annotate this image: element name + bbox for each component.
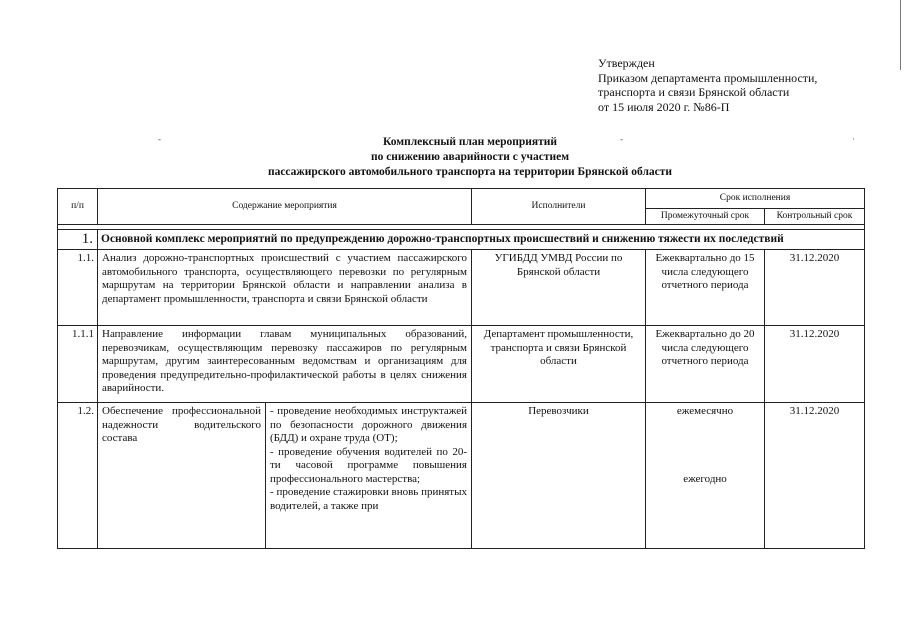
header-content: Содержание мероприятия xyxy=(98,189,472,225)
row-number: 1.2. xyxy=(58,403,98,549)
page-edge-line xyxy=(900,0,901,70)
scan-dot: - xyxy=(158,134,161,144)
row-intermediate: Ежеквартально до 15 числа следующего отчетного периода xyxy=(646,250,765,326)
row-executors: УГИБДД УМВД России по Брянской области xyxy=(472,250,646,326)
measure-item: - проведение стажировки вновь принятых водителей, а также при xyxy=(270,486,467,512)
approval-line-1: Утвержден xyxy=(598,56,655,70)
section-number: 1. xyxy=(58,230,98,250)
header-term: Срок исполнения xyxy=(646,189,865,209)
row-intermediate xyxy=(646,403,765,549)
row-control: 31.12.2020 xyxy=(765,250,865,326)
approval-line-2: Приказом департамента промышленности, xyxy=(598,70,818,85)
row-executors: Департамент промышленности, транспорта и связи Брянской области xyxy=(472,326,646,403)
row-control: 31.12.2020 xyxy=(765,326,865,403)
header-intermediate: Промежуточный срок xyxy=(646,209,765,225)
row-content: Анализ дорожно-транспортных происшествий с участием пассажирского автомобильного транспорта, осуществляющего перевозки по регулярным маршрутам на территории Брянской области и направлении анализа в департамент промышленности, транспорта и связи Брянской области xyxy=(98,250,472,326)
row-content: Направление информации главам муниципальных образований, перевозчикам, осуществляющим перевозку пассажиров по регулярным маршрутам, другим заинтересованным ведомствам и организациям для проведения предупредительно-профилактической работы в целях снижения аварийности. xyxy=(98,326,472,403)
title-line-3: пассажирского автомобильного транспорта на территории Брянской области xyxy=(267,166,673,178)
row-control: 31.12.2020 xyxy=(765,403,865,549)
measure-item: - проведение необходимых инструктажей по безопасности дорожного движения (БДД) и охране труда (ОТ); xyxy=(270,405,467,444)
title-line-1: Комплексный план мероприятий xyxy=(382,136,558,148)
header-num: п/п xyxy=(58,189,98,225)
section-title: Основной комплекс мероприятий по предупреждению дорожно-транспортных происшествий и снижению тяжести их последствий xyxy=(98,230,865,250)
approval-line-4: от 15 июля 2020 г. №86-П xyxy=(598,99,730,114)
document-title xyxy=(150,135,790,180)
scan-dot: · xyxy=(852,134,855,144)
header-control: Контрольный срок xyxy=(765,209,865,225)
row-intermediate: Ежеквартально до 20 числа следующего отчетного периода xyxy=(646,326,765,403)
plan-table xyxy=(57,188,865,549)
header-executors: Исполнители xyxy=(472,189,646,225)
intermediate-yearly: ежегодно xyxy=(683,472,727,485)
table-row xyxy=(58,326,865,403)
row-number: 1.1. xyxy=(58,250,98,326)
approval-line-3: транспорта и связи Брянской области xyxy=(598,85,790,99)
scan-dot: - xyxy=(620,134,623,144)
row-content-right xyxy=(266,403,472,549)
measure-item: - проведение обучения водителей по 20-ти часовой программе повышения профессионального мастерства; xyxy=(270,445,467,485)
section-row xyxy=(58,230,865,250)
row-executors: Перевозчики xyxy=(472,403,646,549)
intermediate-monthly: ежемесячно xyxy=(676,405,734,417)
table-row xyxy=(58,250,865,326)
title-line-2: по снижению аварийности с участием xyxy=(370,151,570,163)
row-number: 1.1.1 xyxy=(58,326,98,403)
row-content-left: Обеспечение профессиональной надежности водительского состава xyxy=(98,403,266,549)
table-row xyxy=(58,403,865,549)
approval-stamp xyxy=(598,56,888,114)
